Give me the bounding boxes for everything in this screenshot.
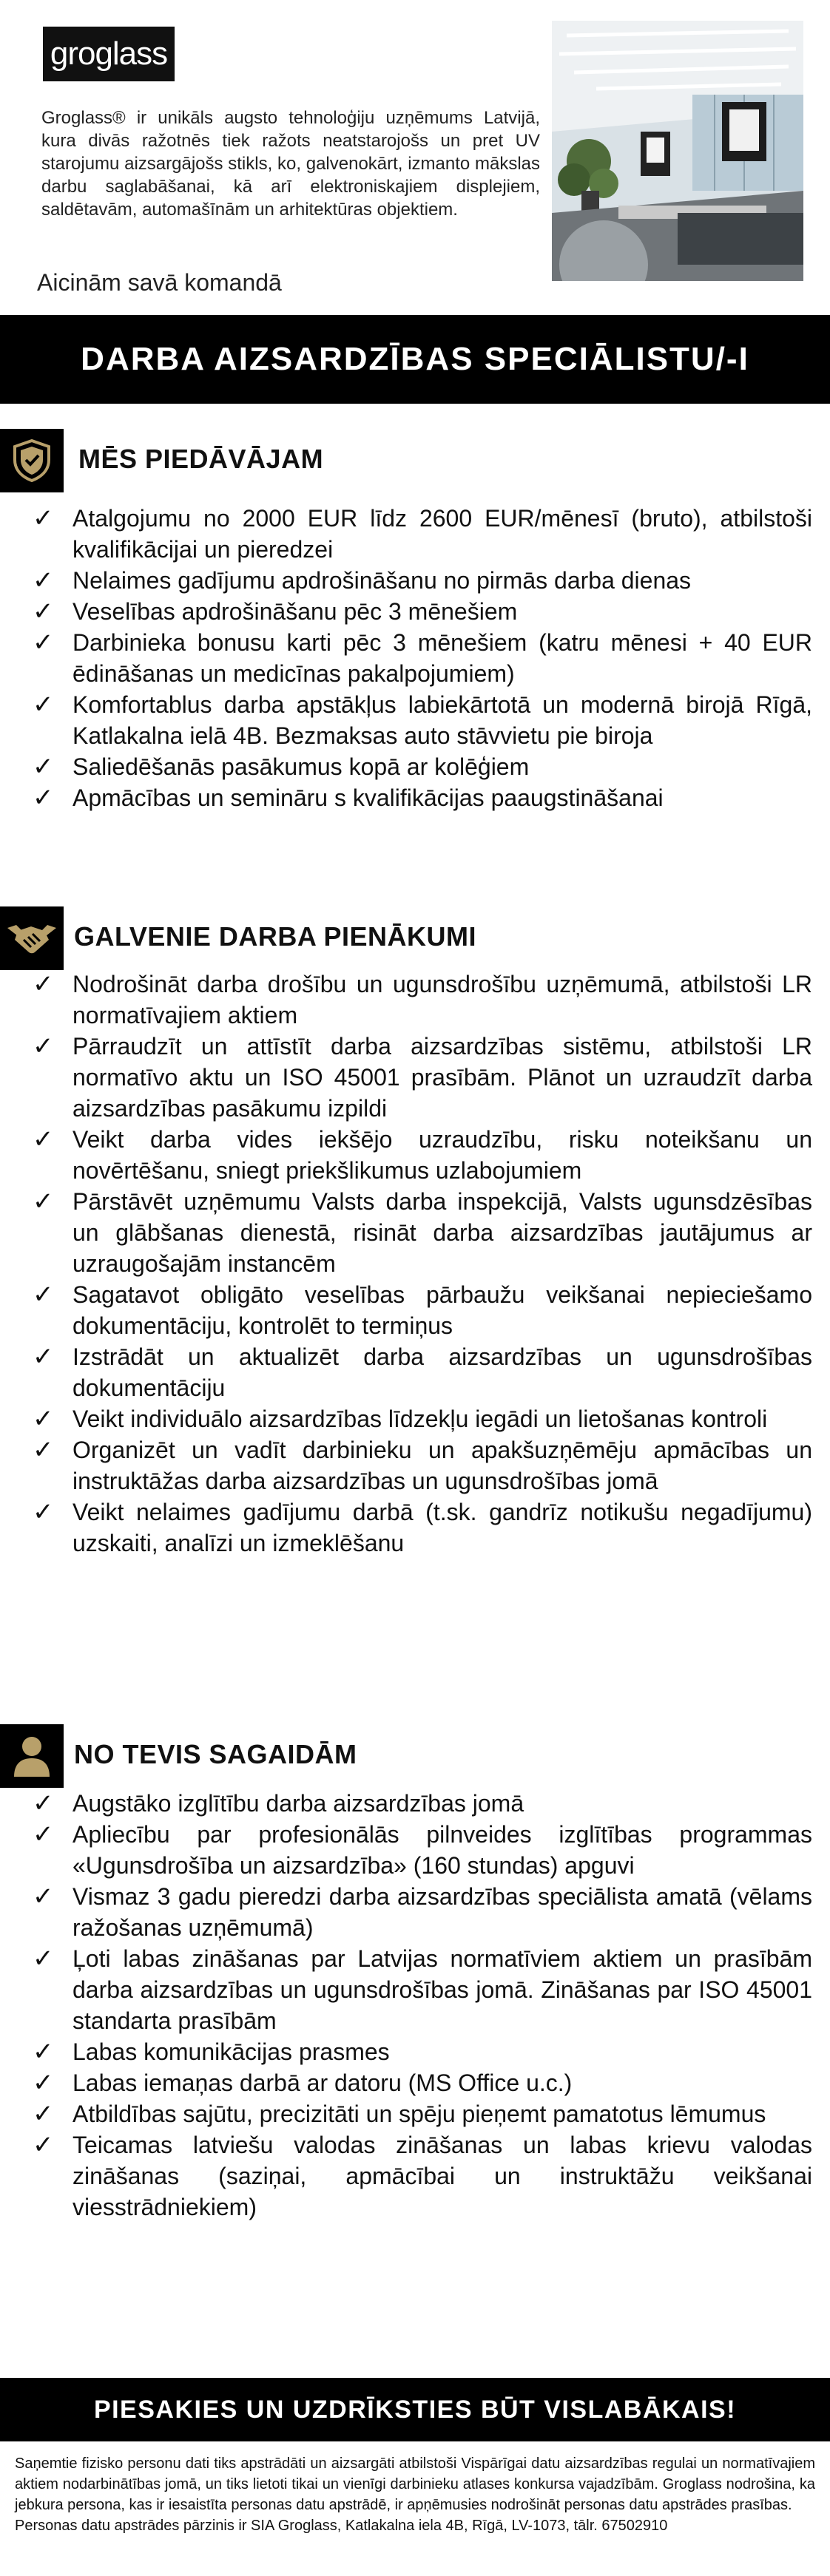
groglass-logo <box>43 27 175 81</box>
list-item-text: Nodrošināt darba drošību un ugunsdrošību uzņēmumā, atbilstoši LR normatīvajiem aktiem <box>72 971 812 1028</box>
list-item <box>28 2129 812 2223</box>
check-icon: ✓ <box>33 597 54 626</box>
check-icon: ✓ <box>33 1789 54 1817</box>
check-icon: ✓ <box>33 504 54 532</box>
check-icon: ✓ <box>33 628 54 657</box>
list-item-text: Pārstāvēt uzņēmumu Valsts darba inspekcijā, Valsts ugunsdzēsības un glābšanas dienestā, risināt darba aizsardzības jautājumus ar uzraugošajām instancēm <box>72 1188 812 1277</box>
privacy-controller: Personas datu apstrādes pārzinis ir SIA Groglass, Katlakalna iela 4B, Rīgā, LV-1073, tālr. 67502910 <box>15 2518 668 2534</box>
person-icon <box>0 1724 64 1788</box>
shield-icon <box>0 429 64 492</box>
check-icon: ✓ <box>33 1405 54 1433</box>
list-item <box>28 782 812 813</box>
list-item-text: Apliecību par profesionālās pilnveides izglītības programmas «Ugunsdrošība un aizsardzība» (160 stundas) apguvi <box>72 1821 812 1879</box>
check-icon: ✓ <box>33 784 54 812</box>
requirements-list <box>28 1788 812 2223</box>
list-item-text: Veikt darba vides iekšējo uzraudzību, risku noteikšanu un novērtēšanu, sniegt priekšlikumus uzlabojumiem <box>72 1126 812 1184</box>
list-item-text: Pārraudzīt un attīstīt darba aizsardzības sistēmu, atbilstoši LR normatīvo aktu un ISO 45001 prasībām. Plānot un uzraudzīt darba aizsardzības pasākumu izpildi <box>72 1033 812 1122</box>
list-item <box>28 1434 812 1497</box>
list-item-text: Veselības apdrošināšanu pēc 3 mēnešiem <box>72 598 518 625</box>
list-item <box>28 596 812 627</box>
check-icon: ✓ <box>33 1032 54 1060</box>
list-item <box>28 627 812 689</box>
list-item-text: Veikt nelaimes gadījumu darbā (t.sk. gandrīz notikušu negadījumu) uzskaiti, analīzi un izmeklēšanu <box>72 1499 812 1556</box>
list-item-text: Teicamas latviešu valodas zināšanas un labas krievu valodas zināšanas (saziņai, apmācībai un instruktāžu veikšanai viesstrādniekiem) <box>72 2132 812 2220</box>
check-icon: ✓ <box>33 2069 54 2097</box>
list-item-text: Veikt individuālo aizsardzības līdzekļu iegādi un lietošanas kontroli <box>72 1406 768 1432</box>
check-icon: ✓ <box>33 2100 54 2128</box>
section-title-offer: MĒS PIEDĀVĀJAM <box>78 444 324 474</box>
invite-text: Aicinām savā komandā <box>37 269 282 296</box>
check-icon: ✓ <box>33 2038 54 2066</box>
list-item-text: Apmācības un semināru s kvalifikācijas paaugstināšanai <box>72 784 664 811</box>
list-item <box>28 1031 812 1124</box>
list-item <box>28 969 812 1031</box>
check-icon: ✓ <box>33 970 54 998</box>
list-item <box>28 1497 812 1559</box>
list-item-text: Augstāko izglītību darba aizsardzības jomā <box>72 1790 524 1817</box>
logo-text: groglass <box>50 35 168 72</box>
list-item <box>28 503 812 565</box>
list-item <box>28 1403 812 1434</box>
check-icon: ✓ <box>33 691 54 719</box>
office-photo <box>552 21 803 281</box>
position-title-bar <box>0 315 830 404</box>
check-icon: ✓ <box>33 1882 54 1911</box>
list-item <box>28 1881 812 1943</box>
privacy-text: Saņemtie fizisko personu dati tiks apstrādāti un aizsargāti atbilstoši Vispārīgai datu aizsardzības regulai un normatīvajiem aktiem nodarbinātības jomā, un tiks lietoti tikai un vienīgi darbinieku atlases konkursa vajadzībām. Groglass nodrošina, ka jebkura persona, kas ir iesaistīta personas datu apstrādē, ir apņēmusies nodrošināt personas datu apstrādes prasības. <box>15 2455 815 2513</box>
check-icon: ✓ <box>33 566 54 594</box>
list-item <box>28 2098 812 2129</box>
list-item-text: Labas iemaņas darbā ar datoru (MS Office u.c.) <box>72 2070 573 2096</box>
list-item <box>28 1124 812 1186</box>
section-title-requirements: NO TEVIS SAGAIDĀM <box>74 1739 357 1769</box>
check-icon: ✓ <box>33 1281 54 1309</box>
check-icon: ✓ <box>33 2131 54 2159</box>
list-item <box>28 1186 812 1279</box>
list-item-text: Organizēt un vadīt darbinieku un apakšuzņēmēju apmācības un instruktāžas darba aizsardzības un ugunsdrošības jomā <box>72 1437 812 1494</box>
list-item-text: Labas komunikācijas prasmes <box>72 2038 390 2065</box>
list-item-text: Atbildības sajūtu, precizitāti un spēju pieņemt pamatotus lēmumus <box>72 2101 766 2127</box>
list-item-text: Vismaz 3 gadu pieredzi darba aizsardzības speciālista amatā (vēlams ražošanas uzņēmumā) <box>72 1883 812 1941</box>
duties-list <box>28 969 812 1559</box>
check-icon: ✓ <box>33 1436 54 1464</box>
list-item <box>28 1819 812 1881</box>
list-item <box>28 751 812 782</box>
check-icon: ✓ <box>33 1498 54 1526</box>
privacy-notice <box>15 2453 815 2536</box>
section-title-duties: GALVENIE DARBA PIENĀKUMI <box>74 921 477 952</box>
check-icon: ✓ <box>33 1945 54 1973</box>
cta-bar <box>0 2378 830 2441</box>
list-item-text: Komfortablus darba apstākļus labiekārtotā un modernā birojā Rīgā, Katlakalna ielā 4B. Bezmaksas auto stāvvietu pie biroja <box>72 691 812 749</box>
list-item <box>28 689 812 751</box>
list-item-text: Darbinieka bonusu karti pēc 3 mēnešiem (katru mēnesi + 40 EUR ēdināšanas un medicīnas pakalpojumiem) <box>72 629 812 687</box>
list-item-text: Sagatavot obligāto veselības pārbaužu veikšanai nepieciešamo dokumentāciju, kontrolēt to termiņus <box>72 1281 812 1339</box>
check-icon: ✓ <box>33 1187 54 1216</box>
list-item-text: Ļoti labas zināšanas par Latvijas normatīviem aktiem un prasībām darba aizsardzības un ugunsdrošības jomā. Zināšanas par ISO 45001 standarta prasībām <box>72 1945 812 2034</box>
list-item <box>28 1943 812 2036</box>
cta-text: PIESAKIES UN UZDRĪKSTIES BŪT VISLABĀKAIS! <box>93 2395 737 2424</box>
check-icon: ✓ <box>33 1125 54 1153</box>
check-icon: ✓ <box>33 753 54 781</box>
list-item-text: Nelaimes gadījumu apdrošināšanu no pirmās darba dienas <box>72 567 692 594</box>
list-item <box>28 1341 812 1403</box>
check-icon: ✓ <box>33 1343 54 1371</box>
offer-list <box>28 503 812 813</box>
handshake-icon <box>0 906 64 970</box>
list-item <box>28 2067 812 2098</box>
list-item-text: Atalgojumu no 2000 EUR līdz 2600 EUR/mēnesī (bruto), atbilstoši kvalifikācijai un pieredzei <box>72 505 812 563</box>
check-icon: ✓ <box>33 1820 54 1848</box>
list-item <box>28 1788 812 1819</box>
list-item <box>28 565 812 596</box>
list-item <box>28 2036 812 2067</box>
list-item-text: Izstrādāt un aktualizēt darba aizsardzības un ugunsdrošības dokumentāciju <box>72 1343 812 1401</box>
list-item-text: Saliedēšanās pasākumus kopā ar kolēģiem <box>72 753 530 780</box>
list-item <box>28 1279 812 1341</box>
company-intro: Groglass® ir unikāls augsto tehnoloģiju uzņēmums Latvijā, kura divās ražotnēs tiek ražots neatstarojošs un pret UV starojumu aizsargājošs stikls, ko, galvenokārt, izmanto mākslas darbu saglabāšanai, kā arī elektroniskajiem displejiem, saldētavām, automašīnām un arhitektūras objektiem. <box>41 108 540 220</box>
position-title: DARBA AIZSARDZĪBAS SPECIĀLISTU/-I <box>81 341 749 377</box>
